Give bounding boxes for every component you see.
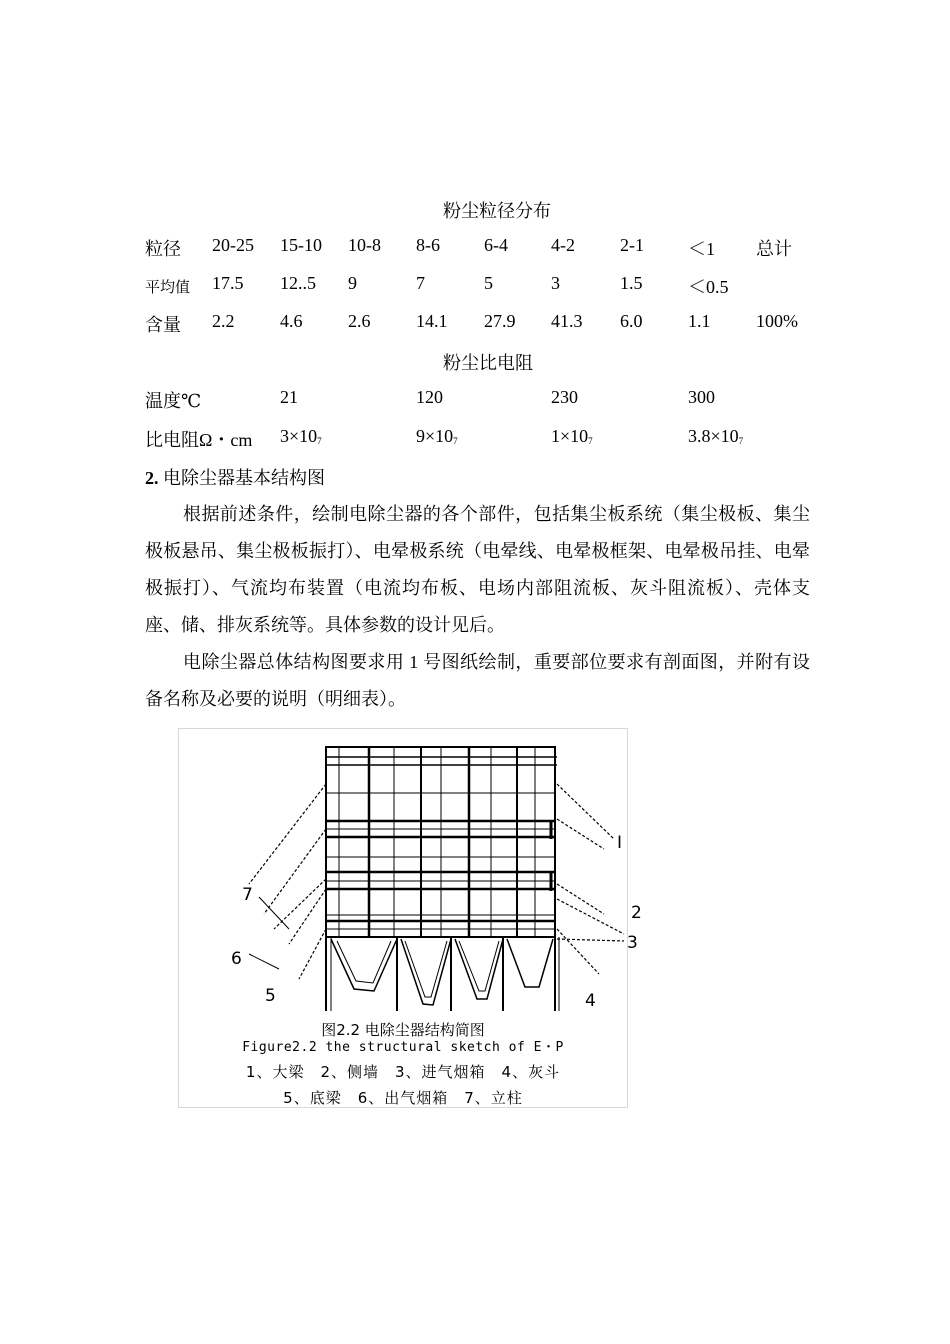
- callout-label: 3: [627, 933, 638, 953]
- cell: 100%: [756, 311, 798, 331]
- cell: 9: [348, 273, 357, 293]
- esp-structure-drawing: [179, 729, 627, 1029]
- callout-label: 5: [265, 986, 276, 1006]
- row-label: 平均值: [145, 280, 191, 296]
- callout-label: 6: [231, 949, 242, 969]
- callout-label: 7: [242, 885, 253, 905]
- cell: 12..5: [280, 273, 316, 293]
- cell: 20-25: [212, 235, 254, 255]
- figure-legend-line-2: 5、底梁 6、出气烟箱 7、立柱: [283, 1089, 523, 1107]
- cell: 14.1: [416, 311, 448, 331]
- row-label: 比电阻Ω・cm: [145, 430, 253, 450]
- exponent: 7: [738, 436, 744, 446]
- section-number: 2.: [145, 468, 159, 488]
- base: 3.8×10: [688, 426, 739, 446]
- row-label: 粒径: [145, 239, 181, 259]
- exponent: 7: [317, 436, 322, 446]
- cell: 2.6: [348, 311, 371, 331]
- cell: 总计: [756, 239, 792, 259]
- cell: 230: [551, 387, 578, 407]
- cell: 4-2: [551, 235, 575, 255]
- exponent: 7: [453, 436, 458, 446]
- particle-table-title: 粉尘粒径分布: [443, 201, 551, 221]
- row-label: 含量: [145, 315, 181, 335]
- cell: 120: [416, 387, 443, 407]
- callout-label: I: [617, 833, 623, 853]
- cell: ＜1: [688, 239, 715, 259]
- resistivity-table-title: 粉尘比电阻: [443, 353, 533, 373]
- cell: 15-10: [280, 235, 322, 255]
- section-heading: [145, 464, 325, 490]
- cell: 300: [688, 387, 715, 407]
- callout-label: 4: [585, 991, 596, 1011]
- figure-esp-structure: [178, 728, 642, 1108]
- cell: 17.5: [212, 273, 244, 293]
- cell: [416, 426, 458, 447]
- cell: 4.6: [280, 311, 303, 331]
- base: 9×10: [416, 426, 454, 446]
- cell: 41.3: [551, 311, 583, 331]
- cell: [280, 426, 322, 447]
- cell: ＜0.5: [688, 277, 729, 297]
- cell: 2-1: [620, 235, 644, 255]
- cell: 1.1: [688, 311, 711, 331]
- cell: 3: [551, 273, 560, 293]
- cell: 1.5: [620, 273, 643, 293]
- callout-label: 2: [631, 903, 642, 923]
- cell: 6-4: [484, 235, 508, 255]
- base: 3×10: [280, 426, 318, 446]
- cell: [688, 426, 743, 447]
- paragraph-1: 根据前述条件，绘制电除尘器的各个部件，包括集尘板系统（集尘极板、集尘极板悬吊、集尘极板振打）、电晕极系统（电晕线、电晕极框架、电晕极吊挂、电晕极振打）、气流均布装置（电流均布板、电场内部阻流板、灰斗阻流板）、壳体支座、储、排灰系统等。具体参数的设计见后。: [145, 504, 810, 635]
- base: 1×10: [551, 426, 589, 446]
- cell: 21: [280, 387, 298, 407]
- cell: 5: [484, 273, 493, 293]
- cell: 8-6: [416, 235, 440, 255]
- cell: 2.2: [212, 311, 235, 331]
- cell: 6.0: [620, 311, 643, 331]
- figure-caption-zh: 图2.2 电除尘器结构简图: [321, 1021, 485, 1039]
- cell: 10-8: [348, 235, 381, 255]
- figure-caption-en: Figure2.2 the structural sketch of E・P: [242, 1040, 564, 1055]
- cell: 27.9: [484, 311, 516, 331]
- cell: 7: [416, 273, 425, 293]
- exponent: 7: [588, 436, 593, 446]
- paragraph-2: 电除尘器总体结构图要求用 1 号图纸绘制，重要部位要求有剖面图，并附有设备名称及必要的说明（明细表）。: [145, 652, 810, 709]
- figure-legend-line-1: 1、大梁 2、侧墙 3、进气烟箱 4、灰斗: [245, 1063, 561, 1081]
- section-title: 电除尘器基本结构图: [163, 468, 325, 488]
- cell: [551, 426, 593, 447]
- row-label: 温度℃: [145, 391, 202, 411]
